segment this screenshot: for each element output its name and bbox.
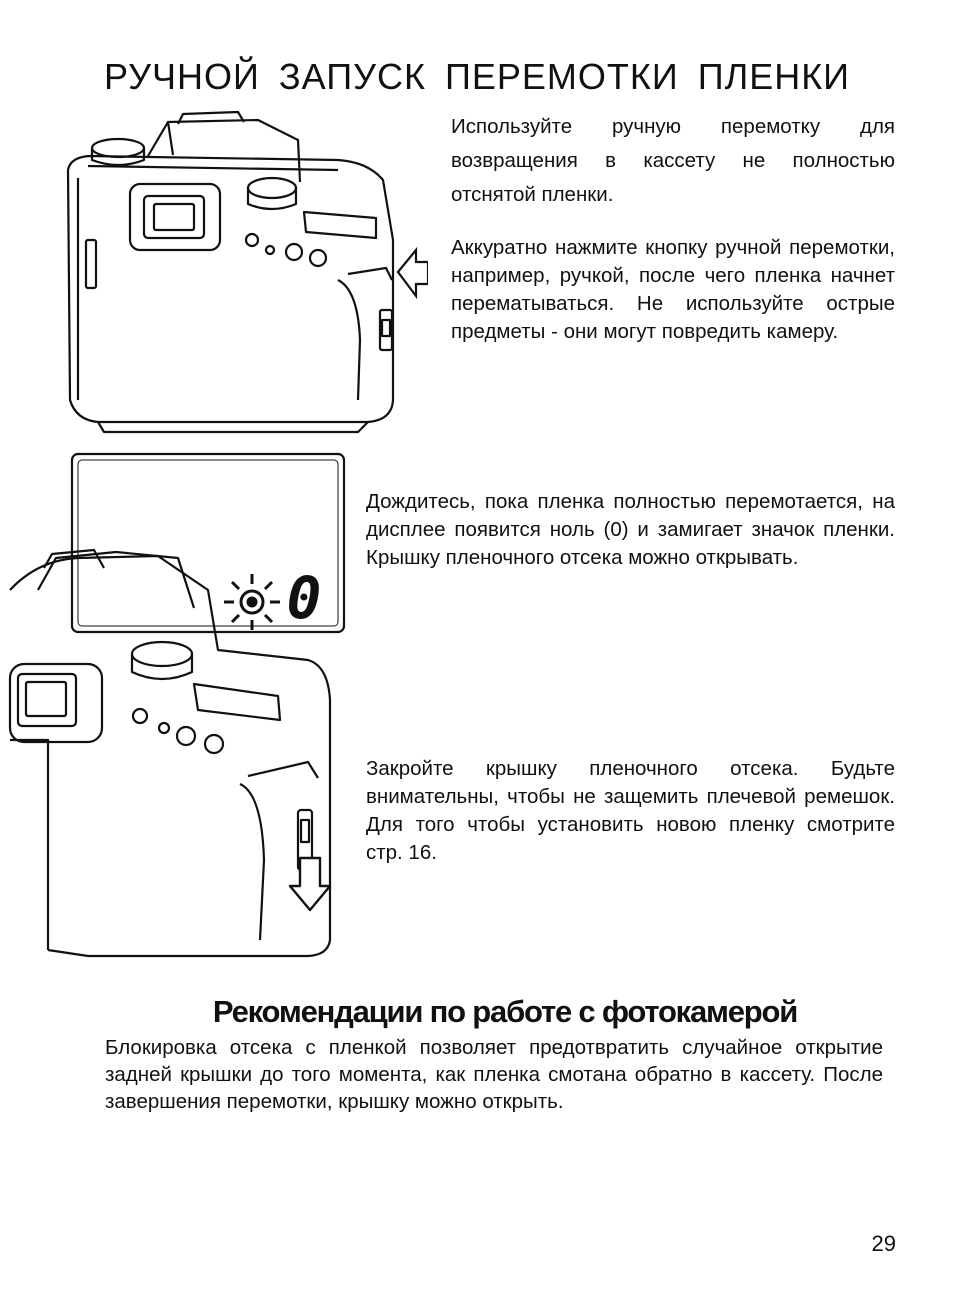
instruction-paragraph-4: Закройте крышку пленочного отсека. Будьте внимательны, чтобы не защемить плечевой ремешок. Для того чтобы установить новою пленку смотрите стр. 16. [366,757,895,864]
instruction-paragraph-3: Дождитесь, пока пленка полностью перемотается, на дисплее появится ноль (0) и замигает значок пленки. Крышку пленочного отсека можно открывать. [366,490,895,569]
recommendations-heading: Рекомендации по работе с фотокамерой [212,994,798,1029]
instruction-paragraph-1: Используйте ручную перемотку для возвращения в кассету не полностью отснятой пленки. [451,115,895,206]
camera-display-illustration [8,440,353,965]
display-readout: 0 [286,564,322,632]
page-number: 29 [871,1231,896,1256]
arrow-down-icon [290,858,330,910]
page-title: РУЧНОЙ ЗАПУСК ПЕРЕМОТКИ ПЛЕНКИ [103,56,851,97]
camera-rear-illustration [8,100,428,440]
recommendations-text: Блокировка отсека с пленкой позволяет предотвратить случайное открытие задней крышки до того момента, как пленка смотана обратно в кассету. После завершения перемотки, крышку можно открыть. [105,1036,883,1113]
film-blink-icon [224,574,280,630]
instruction-paragraph-2: Аккуратно нажмите кнопку ручной перемотки, например, ручкой, после чего пленка начнет перематываться. Не используйте острые предметы - они могут повредить камеру. [451,236,895,343]
arrow-left-pointer-icon [398,250,428,296]
